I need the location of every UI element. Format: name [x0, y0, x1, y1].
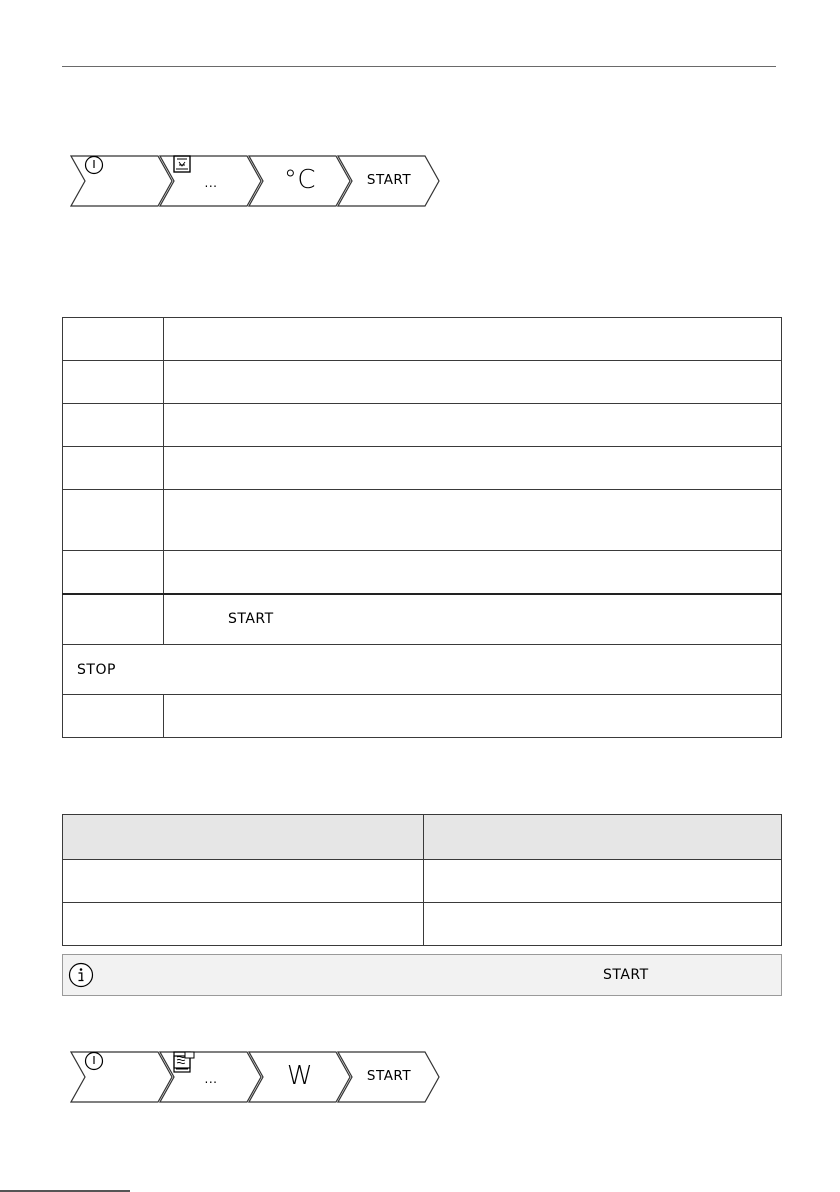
steps-table	[62, 317, 782, 738]
step-text-cell	[164, 361, 782, 404]
step-function	[159, 1051, 259, 1101]
table-header-row	[63, 815, 782, 860]
header-rule	[62, 66, 776, 67]
info-note	[62, 954, 782, 996]
step-text-cell	[164, 594, 782, 645]
table-row	[63, 490, 782, 551]
step-power	[70, 155, 170, 205]
table-row	[63, 551, 782, 594]
info-table	[62, 814, 782, 946]
start-label: START	[366, 1068, 412, 1084]
fan-heating-icon	[173, 155, 191, 173]
step-number-cell	[63, 318, 164, 361]
page-footer-fragment	[0, 1187, 130, 1192]
step-number-cell	[63, 551, 164, 594]
more-functions-ellipsis: ...	[204, 1072, 218, 1086]
table-row	[63, 695, 782, 738]
stop-note-cell	[63, 645, 782, 695]
step-text-cell	[164, 318, 782, 361]
table-row	[63, 447, 782, 490]
setting-sequence-microwave	[70, 1051, 440, 1103]
step-text-cell	[164, 551, 782, 594]
step-number-cell	[63, 361, 164, 404]
table-row-stop	[63, 645, 782, 695]
microwave-combi-icon	[173, 1051, 195, 1073]
step-function	[159, 155, 259, 205]
table-cell	[63, 903, 424, 946]
step-text-cell	[164, 404, 782, 447]
table-cell	[424, 860, 782, 903]
table-row	[63, 318, 782, 361]
table-row-start	[63, 594, 782, 645]
step-power-level	[248, 1051, 348, 1101]
step-text-cell	[164, 695, 782, 738]
power-icon	[84, 1051, 104, 1071]
setting-sequence-oven	[70, 155, 440, 207]
table-row	[63, 361, 782, 404]
table-row	[63, 860, 782, 903]
step-power	[70, 1051, 170, 1101]
step-number-cell	[63, 695, 164, 738]
step-start	[337, 155, 437, 205]
step-text-cell	[164, 447, 782, 490]
table-row	[63, 903, 782, 946]
step-text-cell	[164, 490, 782, 551]
step-temperature	[248, 155, 348, 205]
table-cell	[63, 860, 424, 903]
stop-word: STOP	[77, 661, 116, 678]
info-icon	[68, 962, 94, 988]
more-functions-ellipsis: ...	[204, 176, 218, 190]
table-row	[63, 404, 782, 447]
temperature-symbol: °C	[283, 165, 317, 195]
column-header	[63, 815, 424, 860]
start-word: START	[228, 611, 274, 628]
step-start	[337, 1051, 437, 1101]
step-number-cell	[63, 490, 164, 551]
start-label: START	[366, 172, 412, 188]
note-start-word: START	[603, 967, 649, 983]
power-icon	[84, 155, 104, 175]
watt-symbol: W	[286, 1061, 314, 1091]
step-number-cell	[63, 404, 164, 447]
step-number-cell	[63, 594, 164, 645]
column-header	[424, 815, 782, 860]
table-cell	[424, 903, 782, 946]
step-number-cell	[63, 447, 164, 490]
